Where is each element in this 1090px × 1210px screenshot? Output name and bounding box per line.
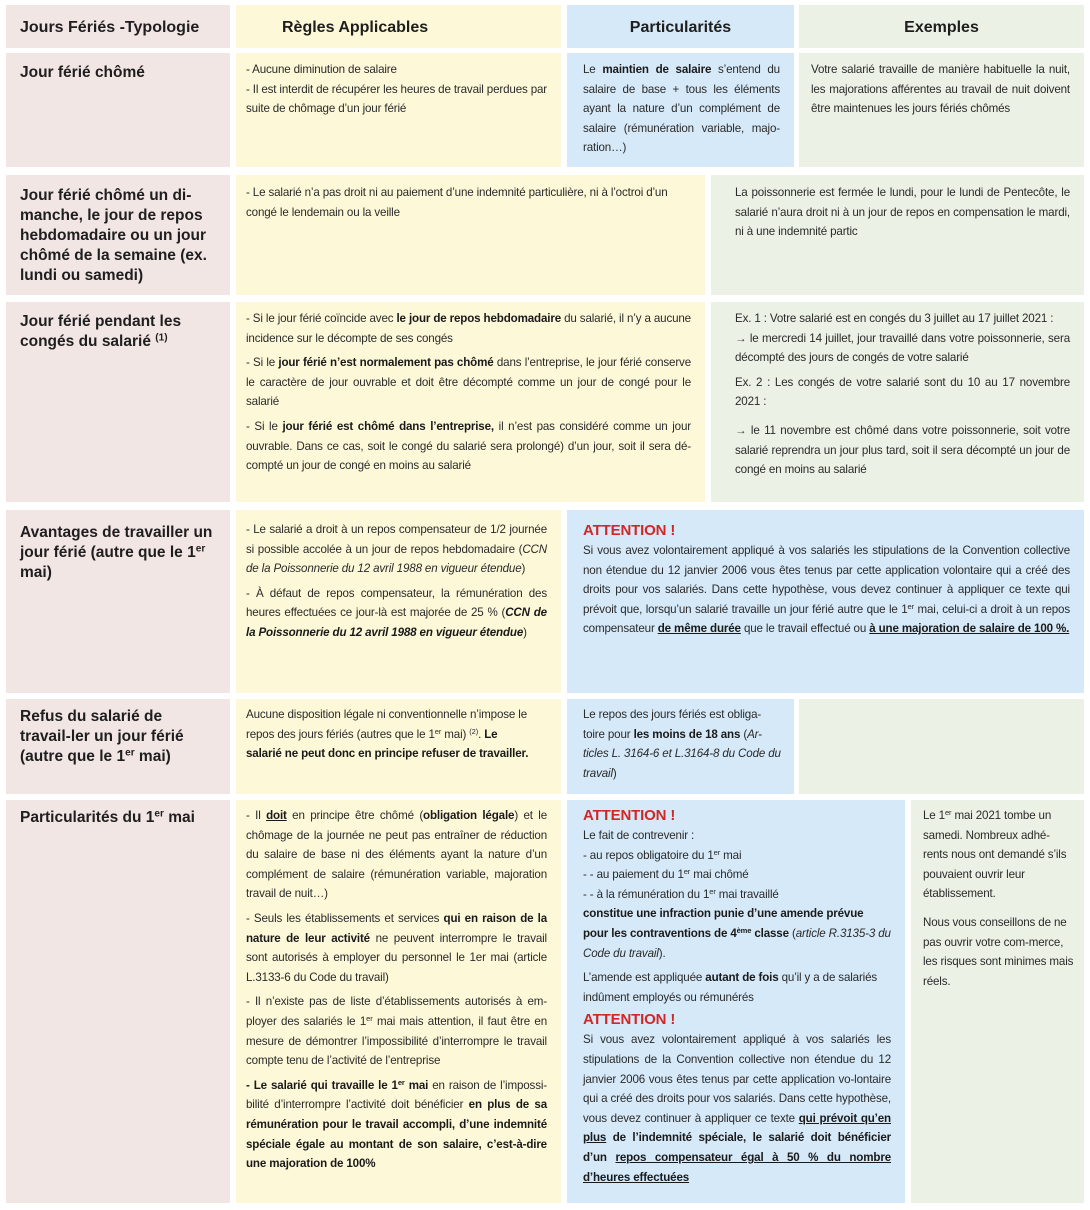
row6-part-l7 [583,1030,891,1187]
row5-rules-a: Aucune disposition légale ni conventionnelle n’impose le repos des jours fériés (autres que le 1 [246,708,527,741]
row3-rule-3 [246,417,691,476]
row1-part-pre: Le [583,63,596,76]
row6-rule-1u: doit [266,809,287,822]
row5-rules-b: mai) [444,727,467,741]
row2-example [711,175,1084,295]
row6-rule-4sup: er [397,1077,405,1087]
row4-rule-2i: CCN de la Poissonnerie du 12 avril 1988 en vigueur étendue [246,606,547,639]
header-rules-label: Règles Applicables [282,18,429,36]
row3-rule-2a: - Si le [246,356,276,370]
row3-example-2-text: → le 11 novembre est chômé dans votre poissonnerie, soit votre salarié reprendra un jour plus tard, soit il sera décompté un jour de congé en moins au salarié [735,423,1070,477]
header-typology [6,5,230,48]
row5-part-i: Ar-ticles L. 3164-6 et L.3164-8 du Code du travail [583,727,781,780]
row4-rule-1 [246,520,547,579]
row1-typology-label: Jour férié chômé [20,64,145,81]
row6-rule-3a: - Il n’existe pas de liste d’établissements autorisés à em-ployer des salariés le 1 [246,995,547,1028]
row4-rule-1i: CCN de la Poissonnerie du 12 avril 1988 en vigueur étendue [246,542,547,576]
row4-att-sup: er [907,601,914,611]
row6-part-l5bold: constitue une infraction punie d’une amende prévue pour les contraventions de 4 [583,907,864,940]
row6-example-b: mai 2021 tombe un samedi. Nombreux adhé-rents nous ont demandé s’ils pouvaient ouvrir leur établissement. [923,809,1067,901]
row6-part-l6bold: autant de fois [705,971,779,985]
row6-part-l4 [583,885,891,905]
row3-example-1-text: → le mercredi 14 juillet, jour travaillé dans votre poissonnerie, sera décompté des jours de congés de votre salarié [735,331,1070,365]
header-rules [236,5,561,48]
row6-example-2: Nous vous conseillons de ne pas ouvrir votre com-merce, les risques sont minimes mais réels. [923,915,1074,988]
row1-rules [236,53,561,167]
row4-attention-title: ATTENTION ! [583,522,676,539]
row6-part-l6b: qu’il y a de salariés indûment employés ou rémunérés [583,971,878,1004]
row3-rule-1b: le jour de repos hebdomadaire [396,312,562,325]
row6-typology-b: mai [168,809,195,826]
row6-part-l4a: - - à la rémunération du 1 [583,887,710,901]
header-particularities-label: Particularités [629,18,732,36]
row5-rules-sup1: er [434,726,442,736]
row4-att-b: mai, celui-ci a droit à un repos compensateur [583,602,1070,636]
row6-rule-4bold3: en plus de sa rémunération pour le travail accompli, d’une indemnité spéciale égale au montant de son salaire, c’est-à-dire une majoration de 100% [246,1098,547,1171]
row2-typology [6,175,230,295]
row3-rule-1a: - Si le jour férié coïncide avec [246,312,394,325]
row5-part-a: Le repos des jours fériés est obliga-toire pour [583,708,762,741]
row5-typology-a: Refus du salarié de travail-ler un jour férié (autre que le 1 [20,708,184,765]
row1-rule-2: - Il est interdit de récupérer les heures de travail perdues par suite de chômage d’un jour férié [246,82,548,116]
row6-rule-3sup: er [366,1013,373,1023]
row4-att-c: que le travail effectué ou [743,622,867,636]
row2-typology-label: Jour férié chômé un di-manche, le jour de repos hebdomadaire ou un jour chômé de la semaine (ex. lundi ou samedi) [20,187,207,284]
row6-example-sup: er [944,807,952,817]
row1-example [799,53,1084,167]
row4-rules [236,510,561,693]
row6-rule-1 [246,806,547,904]
row6-rule-4b: en raison de l’impossi-bilité d’interrompre l’activité doit bénéficier [246,1078,547,1112]
row6-rule-3b: mai mais attention, il faut être en mesure de démontrer l’impossibilité d’interrompre le travail compte tenu de l’activité de l’entreprise [246,1014,547,1068]
row6-typology [6,800,230,1203]
row1-part-post: s’entend du salaire de base + tous les éléments ayant la nature d’un complément de salaire (rémunération variable, majo-ration…) [583,63,780,155]
row3-typology [6,302,230,502]
row6-part-l2b: mai [723,848,742,862]
row6-typology-a: Particularités du 1 [20,809,155,826]
row6-rule-1c: ) et le chômage de la journée ne peut pas entraîner de réduction du salaire de base ni des éléments ayant la nature d’un complément de salaire (rémunération variable, majoration travail de nuit…) [246,809,548,901]
row6-part-l1: Le fait de contrevenir : [583,829,695,842]
row3-typology-note: (1) [155,332,168,344]
row5-part-d: ) [612,766,617,780]
row4-attention-text [583,541,1070,639]
row6-particularities [567,800,905,1203]
row5-part-c: ( [743,727,748,741]
row6-part-l5sup: ème [736,925,752,935]
row4-typology-sup: er [195,543,206,555]
row6-part-l3sup: er [683,867,691,877]
row3-rule-3c: il n’est pas considéré comme un jour ouvrable. Dans ce cas, soit le congé du salarié sera prolongé) d’un jour, soit il sera dé-compté un jour de congé en moins au salarié [246,419,691,473]
row6-rule-3 [246,992,547,1070]
header-examples [799,5,1084,48]
row6-part-l7a: Si vous avez volontairement appliqué à vos salariés les stipulations de la Convention collective non étendue du 12 janvier 2006 vous êtes tenus par cette application vo-lontaire qui a créé des droits pour vos salariés. Dans cette hypothèse, vous devez continuer à appliquer ce texte [583,1033,891,1125]
row4-typology-a: Avantages de travailler un jour férié (autre que le 1 [20,524,213,561]
row5-rules-bold: Le salarié ne peut donc en principe refuser de travailler. [246,727,529,761]
row6-part-l5b: ). [658,946,666,960]
row6-attention-1: ATTENTION ! [583,807,676,824]
row4-rule-2a: - À défaut de repos compensateur, la rémunération des heures effectuées ce jour-là est majorée de 25 % ( [246,586,547,620]
row6-part-l2 [583,846,891,866]
row2-example-text: La poissonnerie est fermée le lundi, pour le lundi de Pentecôte, le salarié n’aura droit ni à un jour de repos en compensation le mardi, ni à une indemnité partic [735,186,1070,239]
row6-rule-1a: - Il [246,809,261,822]
row6-part-l5a: ( [791,926,796,940]
row6-part-l5i: article R.3135-3 du Code du travail [583,926,891,960]
row3-rule-1c: du salarié, il n’y a aucune incidence sur le décompte de ses congés [246,312,691,345]
row6-part-l7u1: qui prévoit qu’en plus [583,1111,891,1145]
row2-rules-text: - Le salarié n’a pas droit ni au paiement d’une indemnité particulière, ni à l’octroi d’un congé le lendemain ou la veille [246,186,668,219]
row3-typology-label: Jour férié pendant les congés du salarié [20,313,182,350]
row5-rules-c: . [478,727,482,741]
row6-part-l3a: - - au paiement du 1 [583,868,684,882]
row6-typology-sup: er [154,808,164,820]
row6-part-l7u2: repos compensateur égal à 50 % du nombre d’heures effectuées [583,1150,891,1184]
row6-rule-1b: en principe être chômé ( [292,809,424,822]
row3-rule-2b: jour férié n’est normalement pas chômé [278,356,494,370]
row6-rule-4bold2: mai [408,1078,429,1092]
row3-rule-2 [246,353,691,412]
row6-rule-1bold: obligation légale [423,809,515,822]
row4-rule-2 [246,584,547,643]
row6-part-l2sup: er [713,847,721,857]
row6-part-l4sup: er [709,886,716,896]
row4-typology-b: mai) [20,564,52,581]
row4-att-u1: de même durée [657,622,741,636]
row1-rule-1: - Aucune diminution de salaire [246,63,397,76]
row6-part-l6a: L’amende est appliquée [583,971,703,985]
row6-rule-2a: - Seuls les établissements et services [246,911,440,925]
row5-typology-sup: er [125,747,135,759]
row4-att-u2: à une majoration de salaire de 100 %. [869,622,1070,636]
row4-rule-2c: ) [523,625,527,639]
row1-part-bold: maintien de salaire [602,63,712,76]
row5-rules [236,699,561,794]
row5-typology-b: mai) [138,748,171,765]
row6-part-l3b: mai chômé [693,868,749,882]
row4-att-a: Si vous avez volontairement appliqué à vos salariés les stipulations de la Convention collective non étendue du 12 janvier 2006 vous êtes tenus par cette application volontaire qui a créé des droits pour vos salariés. Dans cette hypothèse, vous devez continuer à appliquer ce texte qui prévoit que, lorsqu’un salarié travaille un jour férié autre que le 1 [583,544,1070,616]
row2-rules [236,175,705,295]
header-typology-label: Jours Fériés -Typologie [20,18,200,36]
row4-rule-1a: - Le salarié a droit à un repos compensateur de 1/2 journée si possible accolée à un jour de repos hebdomadaire ( [246,523,547,556]
row3-rule-2c: dans l’entreprise, le jour férié conserve le caractère de jour ouvrable et doit être décompté comme un jour de congé pour le salarié [246,356,692,409]
row5-typology [6,699,230,794]
row5-part-bold: les moins de 18 ans [633,727,741,741]
row5-rules-sup2: (2) [469,726,479,736]
row3-example-2-title: Ex. 2 : Les congés de votre salarié sont du 10 au 17 novembre 2021 : [735,375,1070,409]
row6-part-l3 [583,865,891,885]
header-examples-label: Exemples [904,18,979,36]
row5-example-empty [799,699,1084,794]
row3-rule-3a: - Si le [246,419,278,433]
row6-rule-2bold: qui en raison de la nature de leur activité [246,911,548,945]
header-particularities [567,5,794,48]
row6-part-l5 [583,904,891,963]
row3-rule-3b: jour férié est chômé dans l’entreprise, [282,419,494,433]
row6-part-l5bold2: classe [754,926,789,940]
row6-example-a: Le 1 [923,809,945,822]
row1-particularities [567,53,794,167]
row3-examples [711,302,1084,502]
row4-attention-box [567,510,1084,693]
row6-part-l7bold: de l’indemnité spéciale, le salarié doit bénéficier d’un [583,1131,891,1164]
row6-part-l6 [583,968,891,1007]
row3-example-1-title: Ex. 1 : Votre salarié est en congés du 3 juillet au 17 juillet 2021 : [735,312,1054,325]
row6-example-1 [923,806,1074,904]
row4-typology [6,510,230,693]
row6-part-l4b: mai travaillé [718,887,779,901]
row3-rule-1 [246,309,691,348]
row6-rule-2c: ne peuvent interrompre le travail sont autorisés à employer du personnel le 1er mai (article L.3133-6 du Code du travail) [246,931,547,984]
row6-rule-2 [246,909,547,987]
row6-rule-4bold1: - Le salarié qui travaille le 1 [246,1078,398,1092]
row5-particularities [567,699,794,794]
row4-rule-1c: ) [521,562,526,576]
row6-rule-4 [246,1076,547,1174]
row6-attention-2: ATTENTION ! [583,1011,676,1029]
row6-part-l2a: - au repos obligatoire du 1 [583,848,714,862]
row6-rules [236,800,561,1203]
row6-example [911,800,1084,1203]
row1-typology [6,53,230,167]
row3-rules [236,302,705,502]
row1-example-text: Votre salarié travaille de manière habituelle la nuit, les majorations afférentes au travail de nuit doivent être maintenues les jours fériés chômés [811,63,1070,116]
